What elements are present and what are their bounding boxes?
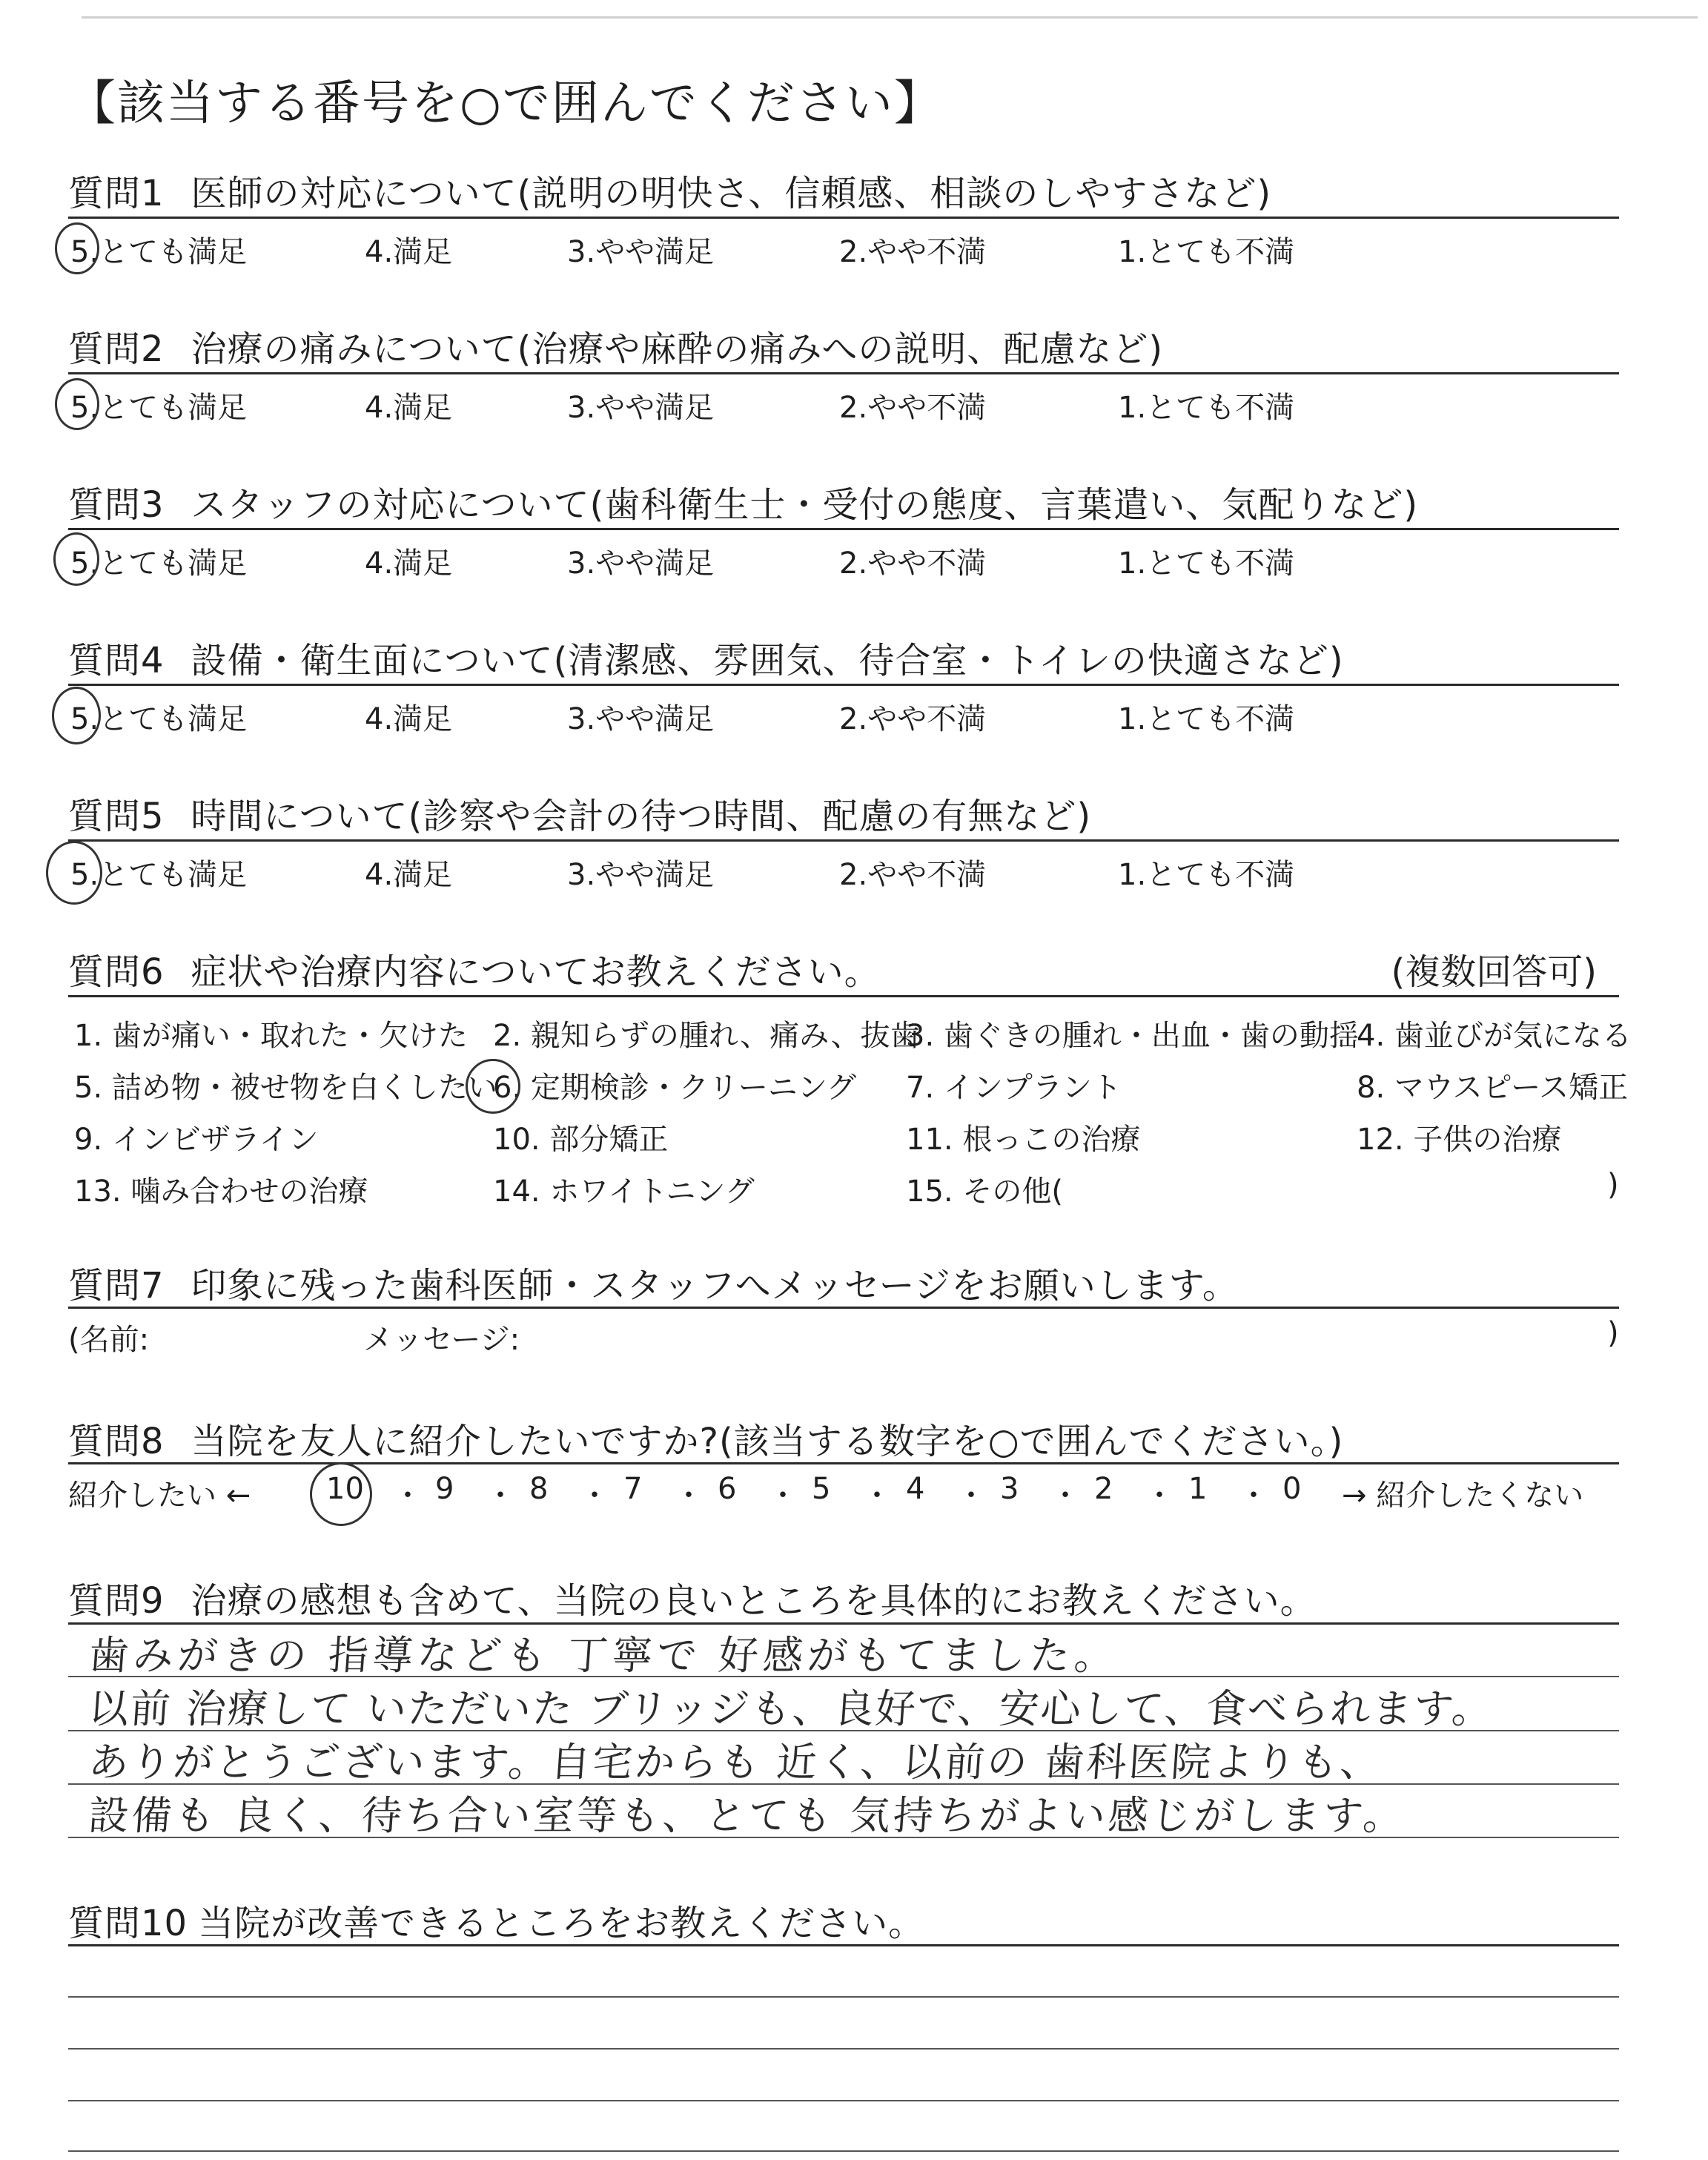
q2-option-1[interactable]: 1.とても不満 — [1118, 391, 1295, 425]
q6-item-11[interactable]: 11. 根っこの治療 — [906, 1123, 1141, 1157]
q6-item-4[interactable]: 4. 歯並びが気になる — [1357, 1019, 1632, 1053]
q8-scale-6[interactable]: 6 — [718, 1472, 737, 1506]
q9-answer-line-3: ありがとうございます。自宅からも 近く、以前の 歯科医院よりも、 — [87, 1739, 1384, 1786]
q10-writing-line[interactable] — [68, 2100, 1619, 2101]
question-8-text: 当院を友人に紹介したいですか?(該当する数字を○で囲んでください。) — [191, 1421, 1344, 1462]
q1-option-1[interactable]: 1.とても不満 — [1118, 235, 1295, 269]
q6-item-8[interactable]: 8. マウスピース矯正 — [1357, 1071, 1629, 1105]
question-6-label: 質問6 — [68, 951, 165, 993]
q8-scale-dot: ・ — [674, 1479, 704, 1513]
q10-writing-line[interactable] — [68, 2048, 1619, 2050]
q8-scale-7[interactable]: 7 — [623, 1472, 643, 1506]
question-2-heading — [68, 320, 1163, 371]
top-border — [82, 16, 1698, 19]
q7-message-label: メッセージ: — [363, 1323, 520, 1357]
q8-scale-1[interactable]: 1 — [1188, 1472, 1208, 1506]
question-6-heading — [68, 943, 881, 994]
q6-item-10[interactable]: 10. 部分矯正 — [493, 1123, 669, 1157]
q8-scale-dot: ・ — [393, 1479, 423, 1513]
question-4-label: 質問4 — [68, 640, 165, 681]
q4-option-5[interactable]: 5.とても満足 — [70, 702, 248, 736]
q8-scale-3[interactable]: 3 — [1000, 1472, 1019, 1506]
q9-answer-line-2: 以前 治療して いただいた ブリッジも、良好で、安心して、食べられます。 — [87, 1685, 1495, 1732]
q9-answer-line-1: 歯みがきの 指導なども 丁寧で 好感がもてました。 — [87, 1632, 1121, 1679]
q6-item-13[interactable]: 13. 噛み合わせの治療 — [74, 1175, 368, 1209]
question-3-heading — [68, 476, 1418, 527]
q3-option-2[interactable]: 2.やや不満 — [839, 546, 987, 581]
q5-option-3[interactable]: 3.やや満足 — [567, 858, 715, 892]
question-8-label: 質問8 — [68, 1421, 165, 1462]
page-title: 【該当する番号を○で囲んでください】 — [68, 76, 943, 131]
q6-item-12[interactable]: 12. 子供の治療 — [1357, 1123, 1562, 1157]
q6-item-9[interactable]: 9. インビザライン — [74, 1123, 319, 1157]
q2-option-4[interactable]: 4.満足 — [365, 391, 453, 425]
q10-writing-line[interactable] — [68, 1996, 1619, 1998]
question-4-text: 設備・衛生面について(清潔感、雰囲気、待合室・トイレの快適さなど) — [191, 640, 1344, 681]
q7-name-label: (名前: — [68, 1323, 150, 1357]
q1-option-2[interactable]: 2.やや不満 — [839, 235, 987, 269]
question-9-heading — [68, 1572, 1317, 1623]
question-7-rule — [68, 1307, 1619, 1309]
question-4-heading — [68, 632, 1344, 683]
q2-option-3[interactable]: 3.やや満足 — [567, 391, 715, 425]
question-2-label: 質問2 — [68, 328, 165, 370]
question-6-multi-note: (複数回答可) — [1391, 951, 1597, 993]
question-9-text: 治療の感想も含めて、当院の良いところを具体的にお教えください。 — [191, 1580, 1317, 1622]
question-5-rule — [68, 839, 1619, 842]
q9-answer-line-4: 設備も 良く、待ち合い室等も、とても 気持ちがよい感じがします。 — [87, 1792, 1408, 1839]
q2-option-5[interactable]: 5.とても満足 — [70, 391, 248, 425]
q8-left-label: 紹介したい ← — [68, 1479, 251, 1513]
question-1-label: 質問1 — [68, 173, 165, 214]
question-8-heading — [68, 1413, 1343, 1464]
q8-scale-9[interactable]: 9 — [435, 1472, 454, 1506]
question-7-label: 質問7 — [68, 1265, 165, 1307]
q6-item-14[interactable]: 14. ホワイトニング — [493, 1175, 755, 1209]
q10-writing-line[interactable] — [68, 2150, 1619, 2152]
question-6-rule — [68, 995, 1619, 997]
question-3-label: 質問3 — [68, 484, 165, 526]
question-7-heading — [68, 1257, 1239, 1308]
q6-item-6[interactable]: 6. 定期検診・クリーニング — [493, 1071, 857, 1105]
q1-option-3[interactable]: 3.やや満足 — [567, 235, 715, 269]
q9-writing-line — [68, 1837, 1619, 1838]
q1-option-5[interactable]: 5.とても満足 — [70, 235, 248, 269]
question-3-text: スタッフの対応について(歯科衛生士・受付の態度、言葉遣い、気配りなど) — [191, 484, 1419, 526]
q8-scale-dot: ・ — [580, 1479, 609, 1513]
q8-scale-4[interactable]: 4 — [906, 1472, 925, 1506]
q5-option-2[interactable]: 2.やや不満 — [839, 858, 987, 892]
q6-item-1[interactable]: 1. 歯が痛い・取れた・欠けた — [74, 1019, 468, 1053]
q5-option-4[interactable]: 4.満足 — [365, 858, 453, 892]
q8-scale-dot: ・ — [1239, 1479, 1268, 1513]
q3-option-4[interactable]: 4.満足 — [365, 546, 453, 581]
question-9-label: 質問9 — [68, 1580, 165, 1622]
q8-scale-dot: ・ — [486, 1479, 515, 1513]
question-4-rule — [68, 684, 1619, 686]
question-3-rule — [68, 528, 1619, 530]
q8-scale-dot: ・ — [1050, 1479, 1080, 1513]
question-7-text: 印象に残った歯科医師・スタッフへメッセージをお願いします。 — [191, 1265, 1239, 1307]
q3-option-3[interactable]: 3.やや満足 — [567, 546, 715, 581]
question-1-heading — [68, 165, 1271, 216]
q6-item-5[interactable]: 5. 詰め物・被せ物を白くしたい — [74, 1071, 497, 1105]
q1-option-4[interactable]: 4.満足 — [365, 235, 453, 269]
q8-scale-dot: ・ — [1145, 1479, 1174, 1513]
q8-scale-8[interactable]: 8 — [529, 1472, 549, 1506]
q3-option-5[interactable]: 5.とても満足 — [70, 546, 248, 581]
question-2-text: 治療の痛みについて(治療や麻酔の痛みへの説明、配慮など) — [191, 328, 1164, 370]
q8-scale-dot: ・ — [862, 1479, 892, 1513]
question-2-rule — [68, 372, 1619, 374]
question-1-text: 医師の対応について(説明の明快さ、信頼感、相談のしやすさなど) — [191, 173, 1272, 214]
q4-option-2[interactable]: 2.やや不満 — [839, 702, 987, 736]
q6-item-15[interactable]: 15. その他( — [906, 1175, 1063, 1209]
q2-option-2[interactable]: 2.やや不満 — [839, 391, 987, 425]
q4-option-4[interactable]: 4.満足 — [365, 702, 453, 736]
q5-option-1[interactable]: 1.とても不満 — [1118, 858, 1295, 892]
question-6-text: 症状や治療内容についてお教えください。 — [191, 951, 881, 993]
q8-scale-2[interactable]: 2 — [1094, 1472, 1113, 1506]
question-10-text: 当院が改善できるところをお教えください。 — [198, 1903, 925, 1944]
q6-other-close-paren: ) — [1607, 1168, 1619, 1202]
question-1-rule — [68, 217, 1619, 219]
question-5-label: 質問5 — [68, 796, 165, 837]
q8-right-label: → 紹介したくない — [1342, 1479, 1584, 1513]
q3-option-1[interactable]: 1.とても不満 — [1118, 546, 1295, 581]
q6-item-2[interactable]: 2. 親知らずの腫れ、痛み、抜歯 — [493, 1019, 920, 1053]
q8-scale-0[interactable]: 0 — [1282, 1472, 1302, 1506]
q8-scale-10[interactable]: 10 — [326, 1472, 364, 1506]
q5-option-5[interactable]: 5.とても満足 — [70, 858, 248, 892]
q4-option-3[interactable]: 3.やや満足 — [567, 702, 715, 736]
q7-close-paren: ) — [1607, 1316, 1619, 1350]
question-10-rule — [68, 1944, 1619, 1946]
question-5-heading — [68, 787, 1091, 839]
q6-item-3[interactable]: 3. 歯ぐきの腫れ・出血・歯の動揺 — [906, 1019, 1359, 1053]
q8-scale-dot: ・ — [956, 1479, 986, 1513]
q4-option-1[interactable]: 1.とても不満 — [1118, 702, 1295, 736]
q8-scale-dot: ・ — [768, 1479, 798, 1513]
q6-item-7[interactable]: 7. インプラント — [906, 1071, 1122, 1105]
question-5-text: 時間について(診察や会計の待つ時間、配慮の有無など) — [191, 796, 1092, 837]
question-10-label: 質問10 — [68, 1903, 188, 1944]
question-8-rule — [68, 1462, 1619, 1464]
question-10-heading — [68, 1895, 924, 1946]
q8-scale-5[interactable]: 5 — [812, 1472, 831, 1506]
